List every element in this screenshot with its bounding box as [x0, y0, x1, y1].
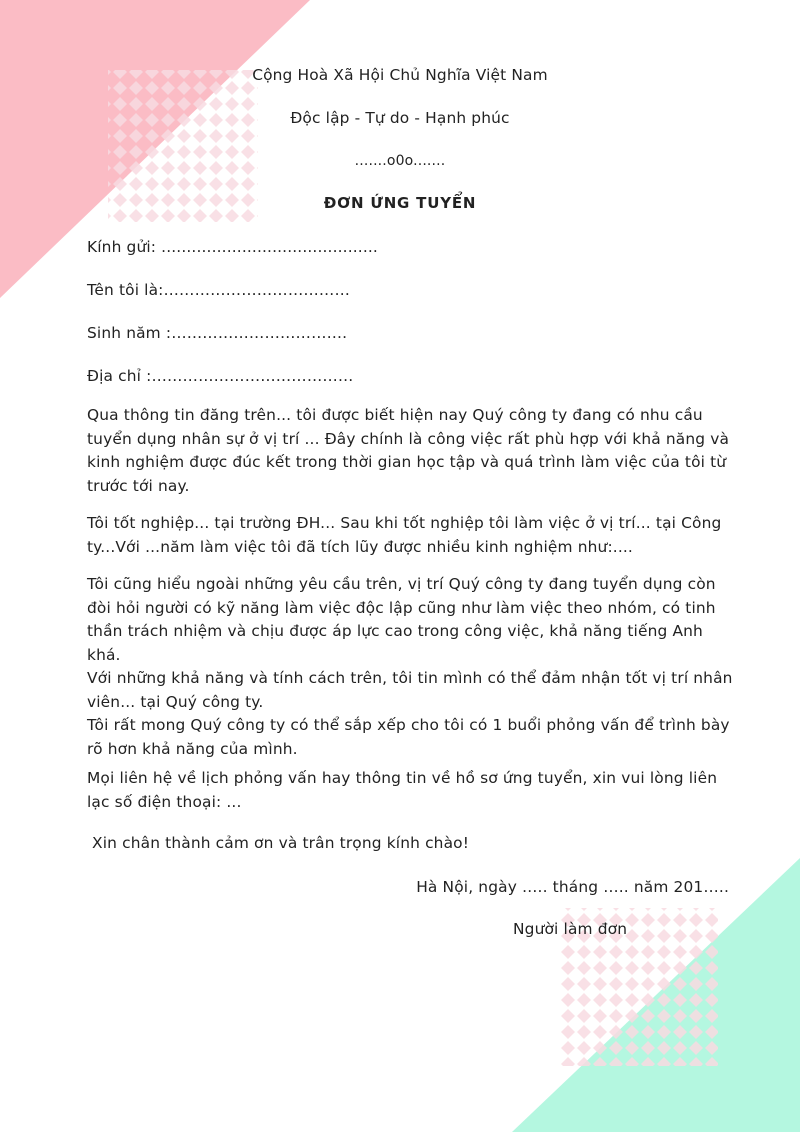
paragraph-line: thần trách nhiệm và chịu được áp lực cao trong công việc, khả năng tiếng Anh	[87, 622, 703, 640]
paragraph-line: Với những khả năng và tính cách trên, tôi tin mình có thể đảm nhận tốt vị trí nhân	[87, 669, 733, 687]
paragraph-3	[87, 573, 747, 761]
paragraph-line: Qua thông tin đăng trên... tôi được biết hiện nay Quý công ty đang có nhu cầu	[87, 406, 703, 424]
paragraph-line: ty...Với ...năm làm việc tôi đã tích lũy được nhiều kinh nghiệm như:....	[87, 537, 633, 556]
closing-line: Xin chân thành cảm ơn và trân trọng kính chào!	[87, 834, 470, 852]
paragraph-line: Tôi cũng hiểu ngoài những yêu cầu trên, vị trí Quý công ty đang tuyển dụng còn	[87, 575, 716, 593]
paragraph-1	[87, 404, 747, 498]
paragraph-line: Tôi rất mong Quý công ty có thể sắp xếp cho tôi có 1 buổi phỏng vấn để trình bày	[87, 716, 730, 734]
document-title: ĐƠN ỨNG TUYỂN	[323, 194, 477, 212]
place-date: Hà Nội, ngày ….. tháng ….. năm 201…..	[416, 878, 729, 896]
paragraph-2	[87, 512, 747, 559]
paragraph-4	[87, 767, 747, 814]
paragraph-line: khá.	[87, 645, 121, 664]
motto-header: Độc lập - Tự do - Hạnh phúc	[290, 109, 510, 127]
paragraph-line: lạc số điện thoại: ...	[87, 792, 242, 811]
name-field: Tên tôi là:………………………………	[87, 281, 351, 299]
paragraph-line: Tôi tốt nghiệp... tại trường ĐH... Sau khi tốt nghiệp tôi làm việc ở vị trí... tại Công	[87, 514, 722, 532]
nation-header: Cộng Hoà Xã Hội Chủ Nghĩa Việt Nam	[252, 66, 548, 84]
paragraph-line: kinh nghiệm được đúc kết trong thời gian học tập và quá trình làm việc của tôi từ	[87, 453, 727, 471]
paragraph-line: rõ hơn khả năng của mình.	[87, 739, 298, 758]
signer-label: Người làm đơn	[513, 920, 628, 938]
paragraph-line: viên... tại Quý công ty.	[87, 692, 264, 711]
address-field: Địa chỉ :…………………………………	[87, 367, 354, 385]
paragraph-line: đòi hỏi người có kỹ năng làm việc độc lập cũng như làm việc theo nhóm, có tinh	[87, 598, 716, 617]
paragraph-line: trước tới nay.	[87, 476, 190, 495]
recipient-field: Kính gửi: ...........................................	[87, 238, 378, 256]
paragraph-line: Mọi liên hệ về lịch phỏng vấn hay thông tin về hồ sơ ứng tuyển, xin vui lòng liên	[87, 769, 718, 787]
paragraph-line: tuyển dụng nhân sự ở vị trí ... Đây chính là công việc rất phù hợp với khả năng và	[87, 429, 730, 448]
birth-year-field: Sinh năm :…………………………….	[87, 324, 348, 342]
header-separator: .......o0o.......	[354, 153, 446, 169]
